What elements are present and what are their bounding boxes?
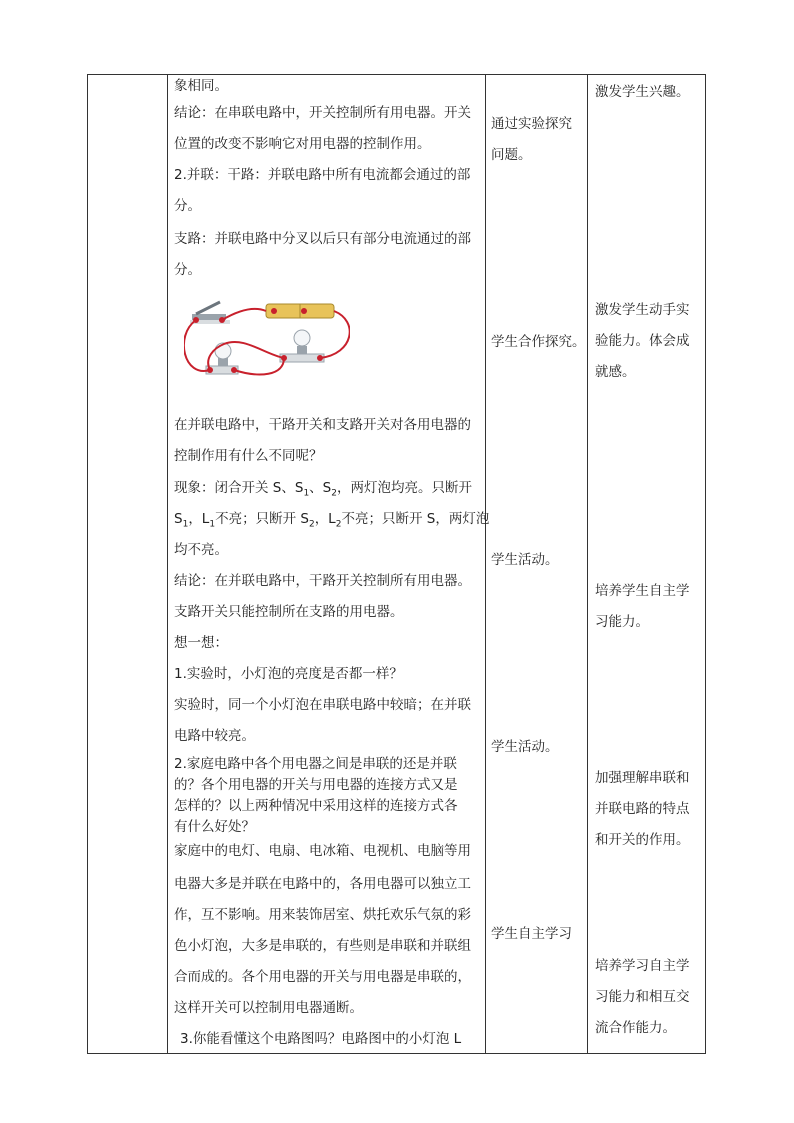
- col-border-2: [167, 74, 168, 1054]
- activity-text: 学生自主学习: [491, 926, 572, 942]
- activity-text: 学生活动。: [491, 739, 559, 755]
- question-1: 1.实验时，小灯泡的亮度是否都一样？: [174, 666, 403, 682]
- content-line: 电路中较亮。: [174, 728, 255, 744]
- teaching-content-cell: [170, 74, 490, 1054]
- col-border-5: [705, 74, 706, 1054]
- content-line: 位置的改变不影响它对用电器的控制作用。: [174, 136, 431, 152]
- content-line: 作，互不影响。用来装饰居室、烘托欢乐气氛的彩: [174, 907, 471, 923]
- think-heading: 想一想：: [174, 635, 228, 651]
- phenomenon-line-1: 现象：闭合开关 S、$S_1$、$S_2$，两灯泡均亮。只断开: [174, 480, 472, 499]
- battery-icon: [266, 304, 334, 318]
- activity-text: 学生活动。: [491, 552, 559, 568]
- intent-text: 习能力。: [595, 614, 649, 630]
- content-line: 电器大多是并联在电路中的，各用电器可以独立工: [174, 876, 471, 892]
- intent-text: 加强理解串联和: [595, 770, 690, 786]
- content-line: 分。: [174, 198, 201, 214]
- content-line: 2.并联：干路：并联电路中所有电流都会通过的部: [174, 167, 471, 183]
- content-line: 合而成的。各个用电器的开关与用电器是串联的，: [174, 969, 471, 985]
- lesson-plan-table: [87, 74, 706, 1054]
- content-line: 控制作用有什么不同呢？: [174, 448, 323, 464]
- intent-text: 就感。: [595, 364, 636, 380]
- activity-text: 通过实验探究: [491, 116, 572, 132]
- activity-text: 学生合作探究。: [491, 334, 586, 350]
- content-line: 实验时，同一个小灯泡在串联电路中较暗；在并联: [174, 697, 471, 713]
- intent-text: 流合作能力。: [595, 1020, 676, 1036]
- content-line: 分。: [174, 262, 201, 278]
- phenomenon-line-2: $S_1$，$L_1$不亮；只断开 $S_2$，$L_2$不亮；只断开 S，两灯泡: [174, 511, 490, 530]
- intent-text: 激发学生动手实: [595, 302, 690, 318]
- intent-text: 培养学生自主学: [595, 583, 690, 599]
- bulb-l2-icon: [280, 330, 324, 362]
- content-line: 色小灯泡，大多是串联的，有些则是串联和并联组: [174, 938, 471, 954]
- content-line: 象相同。: [174, 78, 228, 94]
- content-line: 在并联电路中，干路开关和支路开关对各用电器的: [174, 417, 471, 433]
- intent-text: 验能力。体会成: [595, 333, 690, 349]
- intent-text: 激发学生兴趣。: [595, 84, 690, 100]
- intent-text: 并联电路的特点: [595, 801, 690, 817]
- content-line: 2.家庭电路中各个用电器之间是串联的还是并联: [174, 756, 457, 772]
- content-line: 的？各个用电器的开关与用电器的连接方式又是: [174, 777, 458, 793]
- col-border-1: [87, 74, 88, 1054]
- intent-text: 习能力和相互交: [595, 989, 690, 1005]
- parallel-circuit-photo: [184, 296, 350, 386]
- phenomenon-line-3: 均不亮。: [174, 542, 228, 558]
- col-border-3: [485, 74, 486, 1054]
- bulb-l1-icon: [206, 343, 238, 374]
- content-line: 这样开关可以控制用电器通断。: [174, 1000, 363, 1016]
- content-line: 3.你能看懂这个电路图吗？电路图中的小灯泡 L: [180, 1031, 462, 1047]
- intent-text: 培养学习自主学: [595, 958, 690, 974]
- activity-text: 问题。: [491, 147, 532, 163]
- conclusion-line: 结论：在并联电路中，干路开关控制所有用电器。: [174, 573, 471, 589]
- content-line: 怎样的？以上两种情况中采用这样的连接方式各: [174, 798, 458, 814]
- content-line: 家庭中的电灯、电扇、电冰箱、电视机、电脑等用: [174, 843, 471, 859]
- content-line: 支路：并联电路中分叉以后只有部分电流通过的部: [174, 231, 471, 247]
- col-border-4: [587, 74, 588, 1054]
- content-line: 结论：在串联电路中，开关控制所有用电器。开关: [174, 105, 471, 121]
- intent-text: 和开关的作用。: [595, 832, 690, 848]
- design-intent-cell: [593, 74, 703, 1054]
- content-line: 有什么好处？: [174, 819, 255, 835]
- student-activity-cell: [489, 74, 586, 1054]
- conclusion-line: 支路开关只能控制所在支路的用电器。: [174, 604, 404, 620]
